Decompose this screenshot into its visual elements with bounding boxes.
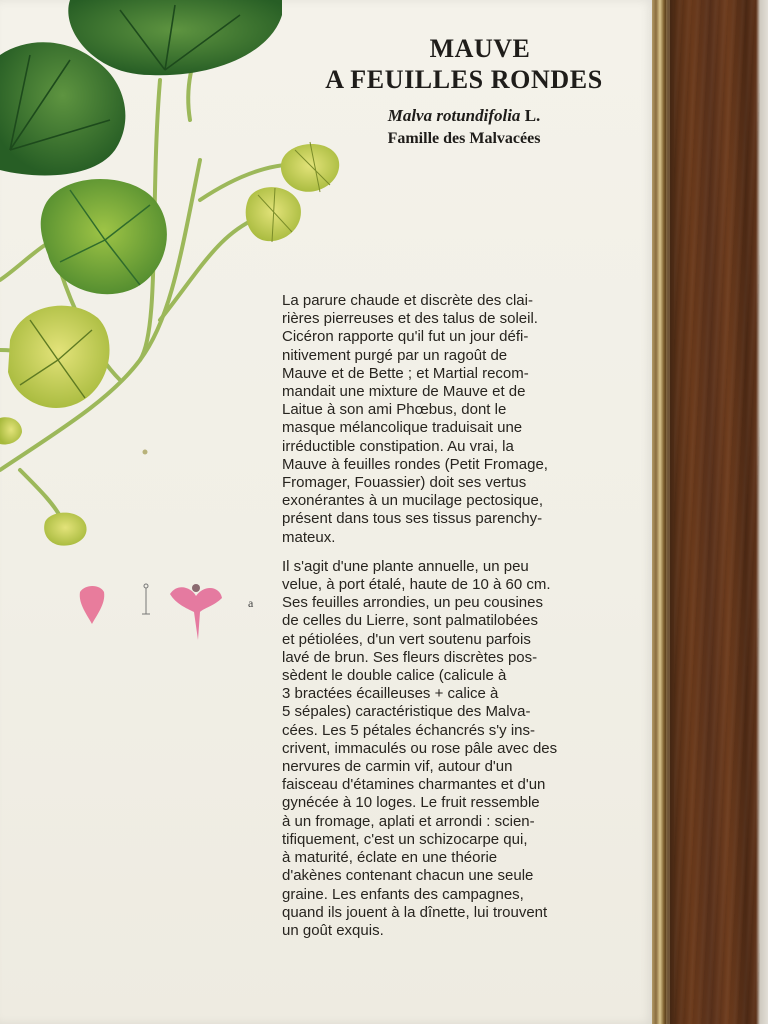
stamen-detail-icon [142, 584, 150, 614]
leaf-mid-green [41, 179, 167, 294]
plate-title-block [296, 34, 632, 150]
leaf-yellow-large [8, 306, 110, 408]
frame-wood-grain [674, 0, 760, 1024]
latin-author: L. [524, 106, 541, 125]
wooden-frame [652, 0, 768, 1024]
frame-gilt-lip [666, 0, 670, 1024]
plate-title-line1: MAUVE [429, 34, 531, 63]
description-paragraph-2: Il s'agit d'une plante annuelle, un peu velue, à port étalé, haute de 10 à 60 cm. Ses feuilles arrondies, un peu cousines de celles du Lierre, sont palmatilobées et pétiolées, d'un vert soutenu parfois lavé de brun. Ses fleurs discrètes pos- sèdent le double calice (calicule à 3 bractées écailleuses + calice à 5 sépales) caractéristique des Malva- cées. Les 5 pétales échancrés s'y ins- crivent, immaculés ou rose pâle avec des nervures de carmin vif, autour d'un faisceau d'étamines charmantes et d'un gynécée à 10 loges. Le fruit ressemble à un fromage, aplati et arrondi : scien- tifiquement, c'est un schizocarpe qui, à maturité, éclate en une théorie d'akènes contenant chacun une seule graine. Les enfants des campagnes, quand ils jouent à la dînette, lui trouvent un goût exquis. [282, 557, 558, 939]
latin-name-line [296, 104, 632, 128]
plate-description [282, 292, 627, 951]
description-paragraph-1: La parure chaude et discrète des clai- rières pierreuses et des talus de soleil. Cicéron rapporte qu'il fut un jour défi- nitivement purgé par un ragoût de Mauve et de Bette ; et Martial recom- mandait une mixture de Mauve et de Laitue à son ami Phœbus, dont le masque mélancolique traduisait une irréductible constipation. Au vrai, la Mauve à feuilles rondes (Petit Fromage, Fromager, Fouassier) doit ses vertus exonérantes à un mucilage pectosique, présent dans tous ses tissus parenchy- mateux. [282, 292, 548, 546]
figure-letter-mark: a [248, 596, 254, 610]
plate-title-line2: A FEUILLES RONDES [325, 65, 603, 94]
latin-name: Malva rotundifolia [387, 106, 521, 125]
seed-speck [143, 450, 148, 455]
flower-detail-icon [170, 584, 222, 640]
flower-bud-middle [246, 187, 301, 242]
leaf-yellow-small [0, 417, 22, 444]
flower-bud-lower [44, 513, 86, 546]
plant-family: Famille des Malvacées [387, 130, 541, 147]
petal-detail-icon [80, 586, 105, 624]
